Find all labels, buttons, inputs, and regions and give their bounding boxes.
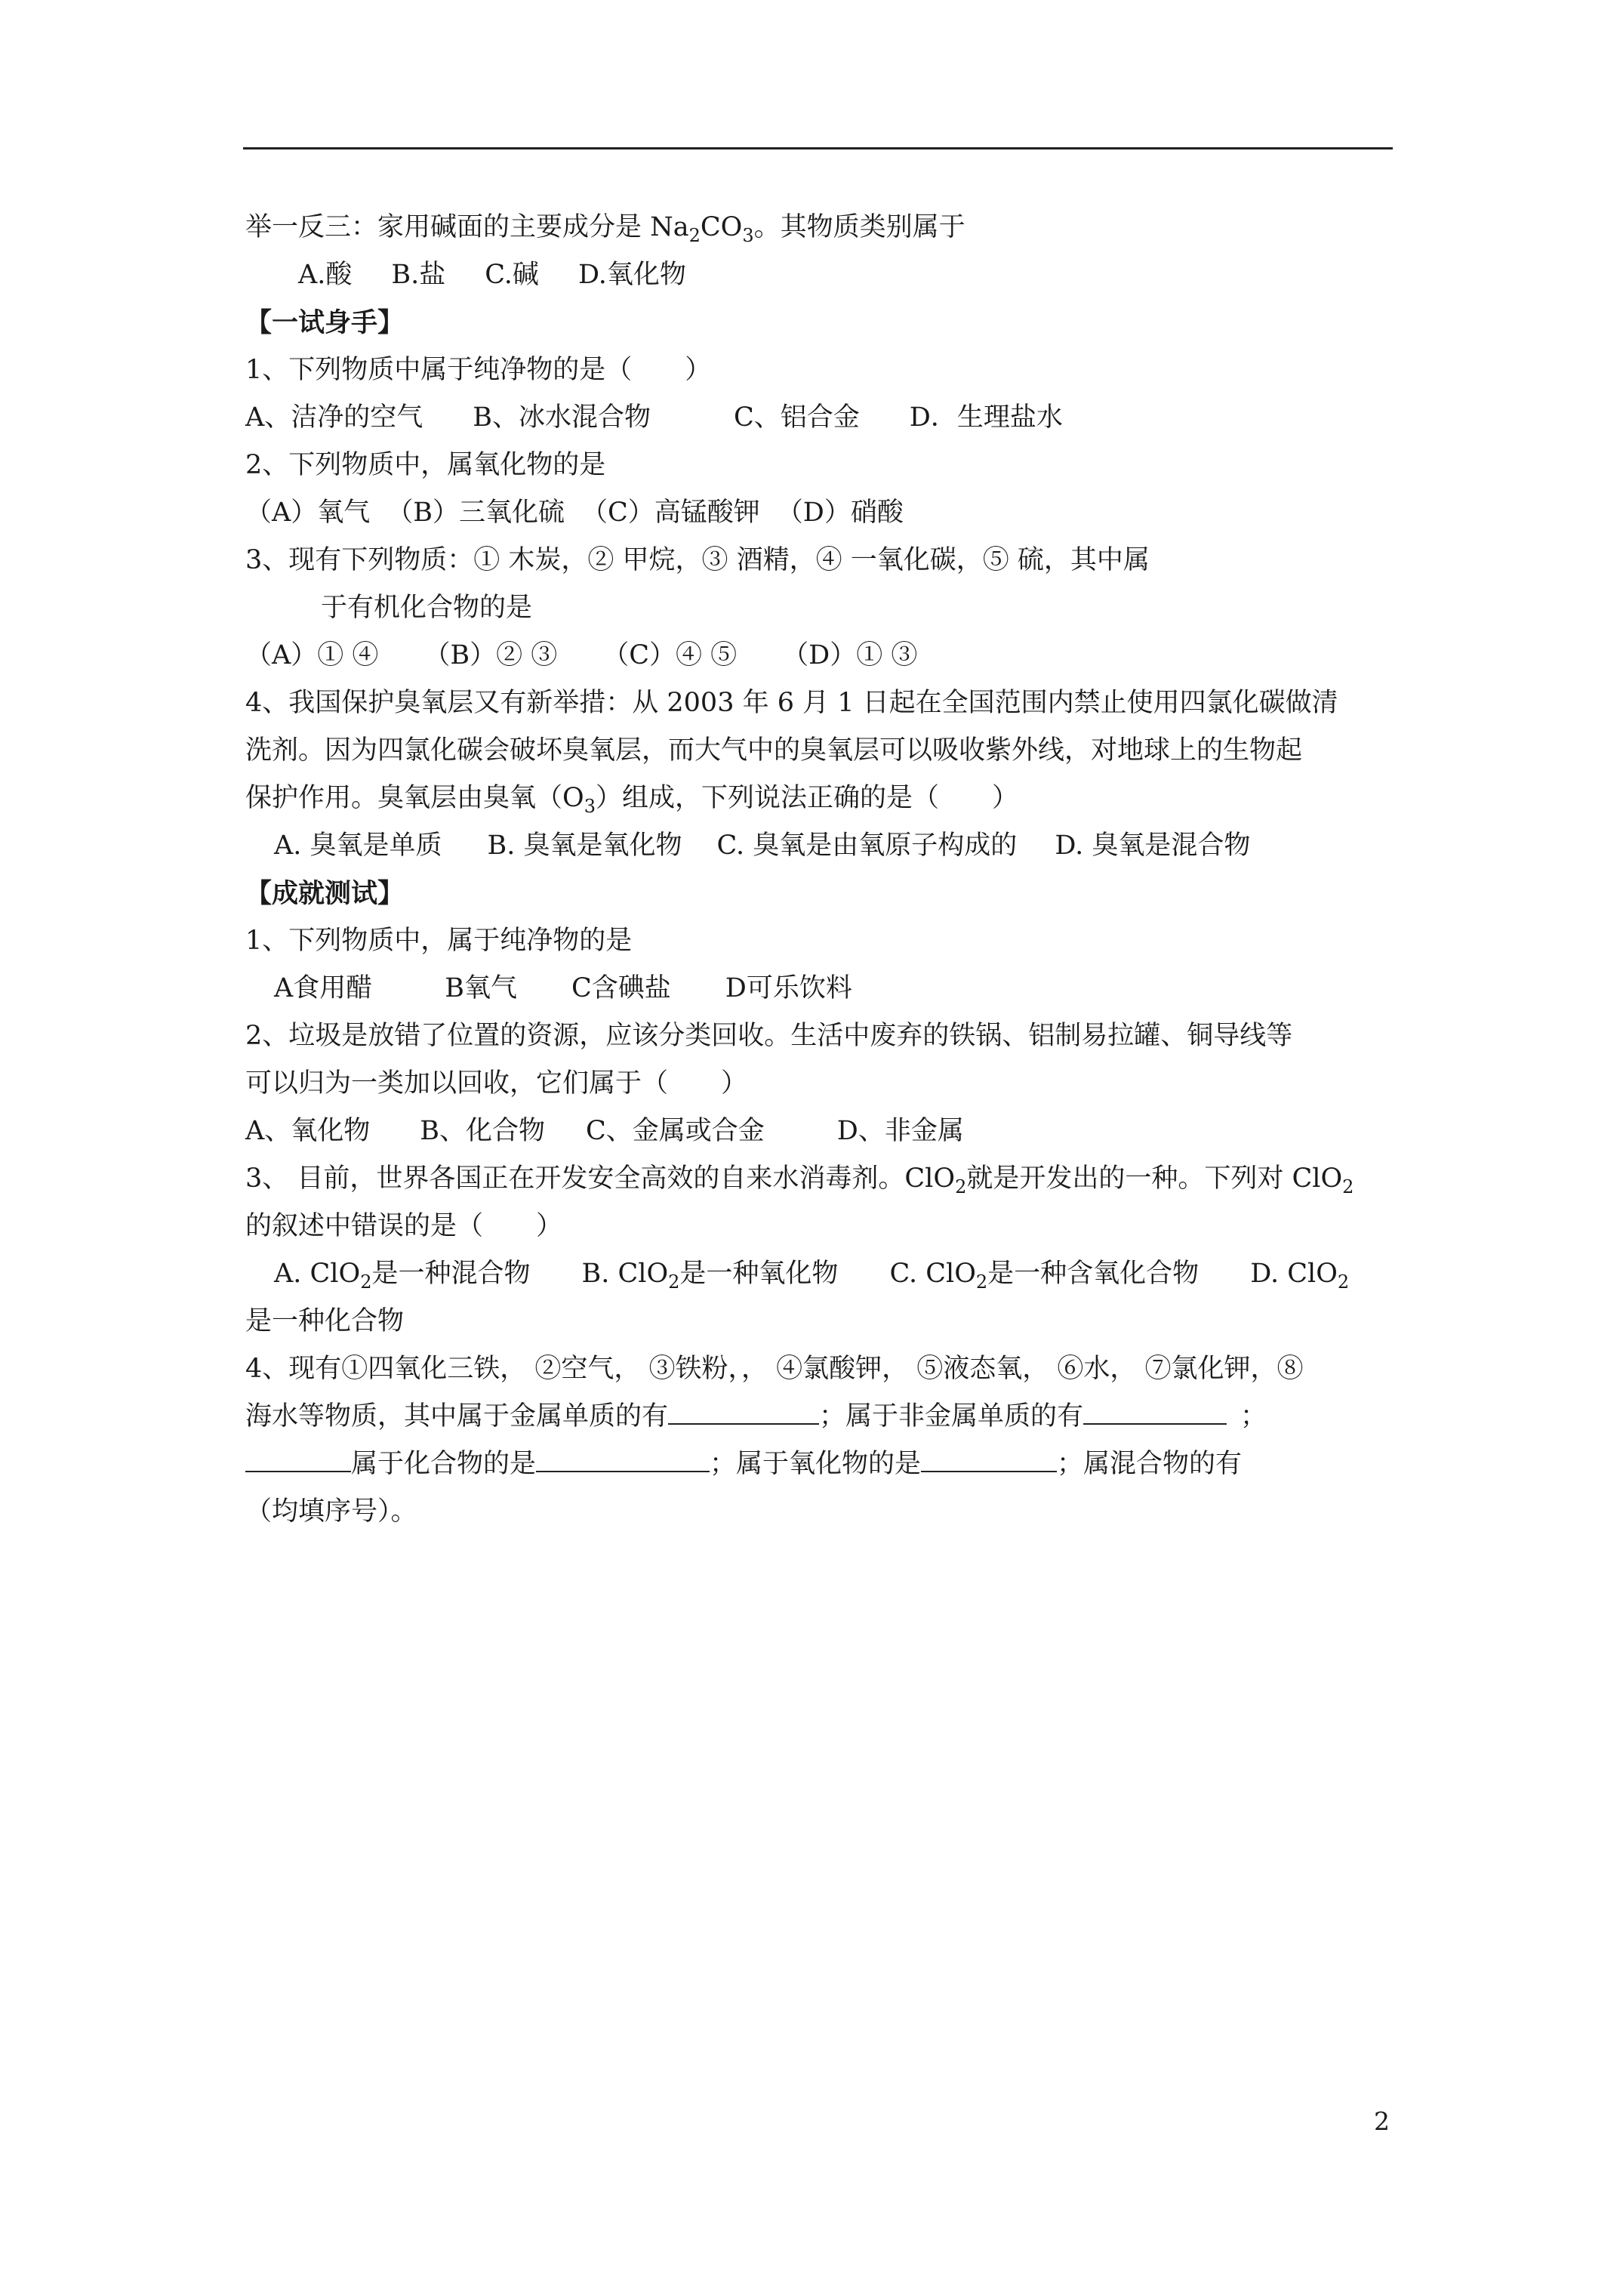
test-question-1: 1、下列物质中，属于纯净物的是 [245, 926, 633, 956]
example-options: A.酸 B.盐 C.碱 D.氧化物 [298, 260, 686, 290]
page-number: 2 [1374, 2106, 1390, 2136]
test-question-2-line-2: 可以归为一类加以回收，它们属于（ ） [245, 1068, 748, 1099]
section-title-2: 【成就测试】 [245, 878, 405, 909]
question-1: 1、下列物质中属于纯净物的是（ ） [245, 355, 712, 385]
blank-mixtures[interactable] [245, 1444, 351, 1472]
question-1-options: A、洁净的空气 B、冰水混合物 C、铝合金 D．生理盐水 [245, 402, 1063, 433]
test-question-4-line-3: 属于化合物的是 ；属于氧化物的是 ；属混合物的有 [245, 1441, 1438, 1488]
question-3-line-2: 于有机化合物的是 [321, 593, 533, 623]
example-question: 举一反三：家用碱面的主要成分是 $Na_2CO_3$。其物质类别属于 [245, 212, 965, 246]
test-question-2-options: A、氧化物 B、化合物 C、金属或合金 D、非金属 [245, 1116, 964, 1146]
question-4-line-3: 保护作用。臭氧层由臭氧$(O_3)$组成，下列说法正确的是（ ） [245, 783, 1018, 817]
test-question-2-line-1: 2、垃圾是放错了位置的资源，应该分类回收。生活中废弃的铁锅、铝制易拉罐、铜导线等 [245, 1021, 1293, 1051]
question-3-line-1: 3、现有下列物质：① 木炭，② 甲烷，③ 酒精，④ 一氧化碳，⑤ 硫，其中属 [245, 545, 1150, 575]
test-question-3-line-1: 3、 目前，世界各国正在开发安全高效的自来水消毒剂。ClO$_2$就是开发出的一种。下列对 ClO$_2$ [245, 1163, 1354, 1197]
blank-metal-elements[interactable] [668, 1396, 819, 1425]
question-4-line-2: 洗剂。因为四氯化碳会破坏臭氧层，而大气中的臭氧层可以吸收紫外线，对地球上的生物起 [245, 735, 1303, 766]
test-question-3-options: A. ClO$_2$是一种混合物 B. ClO$_2$是一种氧化物 C. ClO$_2$是一种含氧化合物 D. ClO$_2$ [274, 1259, 1350, 1293]
test-question-4-line-4: （均填序号）。 [245, 1496, 417, 1527]
test-question-4-line-1: 4、现有①四氧化三铁， ②空气， ③铁粉，， ④氯酸钾， ⑤液态氧， ⑥水， ⑦氯化钾，⑧ [245, 1354, 1304, 1384]
test-question-4-line-2: 海水等物质，其中属于金属单质的有 ；属于非金属单质的有 ； [245, 1393, 1438, 1441]
question-4-options: A. 臭氧是单质 B. 臭氧是氧化物 C. 臭氧是由氧原子构成的 D. 臭氧是混合物 [274, 831, 1251, 861]
blank-nonmetal-elements[interactable] [1083, 1396, 1227, 1425]
question-2-options: （A）氧气 （B）三氧化硫 （C）高锰酸钾 （D）硝酸 [245, 498, 904, 528]
test-question-3-line-4: 是一种化合物 [245, 1306, 405, 1336]
question-2: 2、下列物质中，属氧化物的是 [245, 450, 606, 480]
blank-oxides[interactable] [921, 1444, 1057, 1472]
test-question-1-options: A食用醋 B氧气 C含碘盐 D可乐饮料 [274, 973, 852, 1003]
header-rule [243, 147, 1393, 149]
blank-compounds[interactable] [536, 1444, 710, 1472]
section-title-1: 【一试身手】 [245, 307, 405, 338]
question-4-line-1: 4、我国保护臭氧层又有新举措：从 2003 年 6 月 1 日起在全国范围内禁止使用四氯化碳做清 [245, 688, 1338, 718]
question-3-options: （A）① ④ （B）② ③ （C）④ ⑤ （D）① ③ [245, 640, 918, 670]
document-body [245, 204, 1438, 1536]
test-question-3-line-2: 的叙述中错误的是（ ） [245, 1211, 563, 1241]
